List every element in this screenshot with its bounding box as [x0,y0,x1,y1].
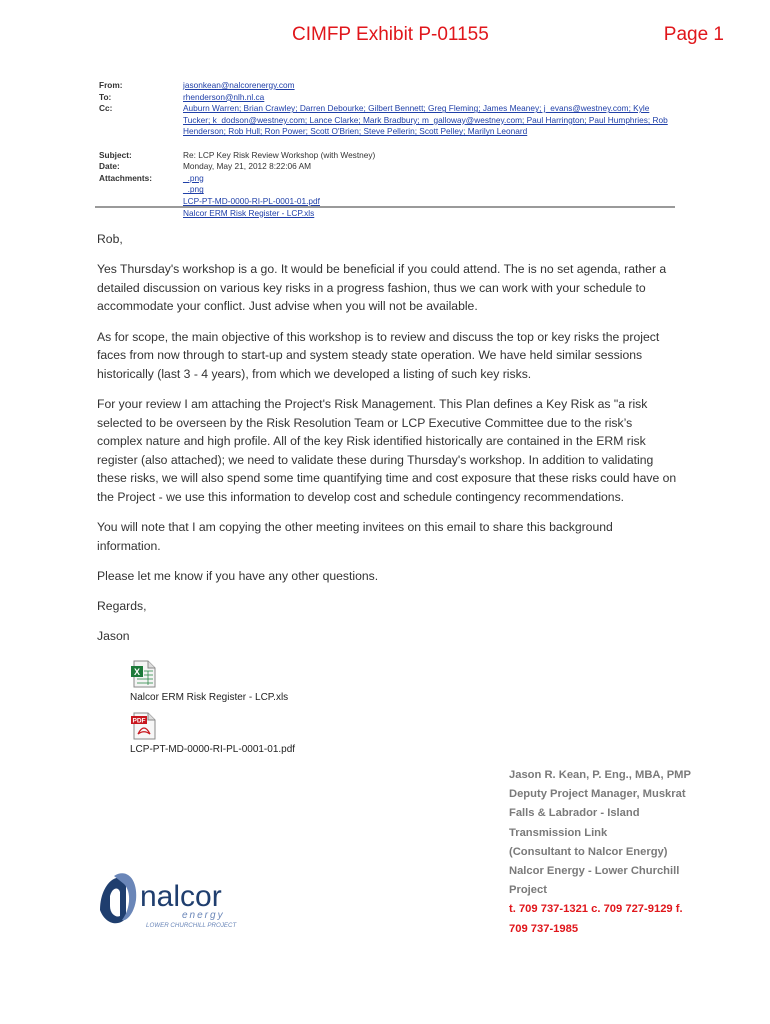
from-address[interactable]: jasonkean@nalcorenergy.com [183,80,295,90]
phone-t-label: t. [509,903,516,916]
subject-value: Re: LCP Key Risk Review Workshop (with Westney) [183,149,376,160]
body-paragraph: For your review I am attaching the Project's Risk Management. This Plan defines a Key Risk as "a risk selected to be overseen by the Risk Resolution Team or LCP Executive Committee due to the risk’s complex nature and high profile. All of the key Risk identified historically are contained in the ERM risk register (also attached); we need to validate these during Thursday's workshop. In addition to validating these risks, we will also spend some time quantifying time and cost exposure that these risks could have on the Project - we use this information to develop cost and schedule contingency recommendations. [97,396,677,504]
exhibit-title: CIMFP Exhibit P-01155 [292,24,489,45]
phone-c-label: c. [591,903,601,916]
subject-row [99,150,675,162]
from-label: From: [99,80,123,90]
to-label: To: [99,91,112,102]
attachment-xls[interactable] [130,660,288,703]
phone-t-value: 709 737-1321 [518,903,589,916]
body-paragraph: Yes Thursday's workshop is a go. It would be beneficial if you could attend. The is no set agenda, rather a detailed discussion on various key risks in a progress fashion, thus we can work with your schedule to accommodate your conflict. Just advise when you will not be available. [97,262,667,314]
attachment-link[interactable]: _.png [183,172,204,183]
cc-list[interactable]: Auburn Warren; Brian Crawley; Darren Debourke; Gilbert Bennett; Greg Fleming; James Meaney; j_evans@westney.com; Kyle Tucker; k_dodson@westney.com; Lance Clarke; Mark Bradbury; m_galloway@westney.com; Paul Harrington; Paul Humphries; Rob Henderson; Rob Hull; Ron Power; Scott O'Brien; Steve Pellerin; Scott Pelley; Marilyn Leonard [183,103,668,137]
svg-text:PDF: PDF [132,717,146,725]
page-number: Page 1 [663,24,724,45]
attachment-link[interactable]: LCP-PT-MD-0000-RI-PL-0001-01.pdf [183,195,320,206]
pdf-file-icon [130,712,158,740]
attachment-pdf[interactable] [130,712,295,755]
phone-c-value: 709 727-9129 [603,903,673,916]
greeting: Rob, [97,232,123,246]
attachment-link[interactable]: _.png [183,184,204,195]
attachment-link[interactable]: Nalcor ERM Risk Register - LCP.xls [183,207,315,218]
cc-label: Cc: [99,103,113,114]
body-paragraph: You will note that I am copying the other meeting invitees on this email to share this background information. [97,520,613,553]
logo-word: nalcor [140,880,222,913]
date-label: Date: [99,161,120,172]
attachments-row [99,173,675,219]
nalcor-swirl-icon [100,873,136,923]
signature-name: Jason R. Kean, P. Eng., MBA, PMP [509,769,691,781]
closing: Regards, [97,599,147,614]
header-divider [95,206,675,208]
signature-role: (Consultant to Nalcor Energy) [509,845,668,858]
phone-f-value: 709 737-1985 [509,922,579,935]
logo-tagline: LOWER CHURCHILL PROJECT [146,922,237,929]
nalcor-logo [96,866,256,936]
attachments-label: Attachments: [99,172,153,183]
attachment-pdf-name: LCP-PT-MD-0000-RI-PL-0001-01.pdf [130,744,296,755]
body-paragraph: Please let me know if you have any other questions. [97,568,379,583]
email-body [97,230,677,657]
date-value: Monday, May 21, 2012 8:22:06 AM [183,161,312,172]
body-paragraph: As for scope, the main objective of this workshop is to review and discuss the top or key risks the project faces from now through to start-up and system steady state operation. We have held similar sessions historically (last 3 - 4 years), from which we developed a listing of such key risks. [97,329,660,381]
email-signature [509,766,694,939]
cc-row [99,103,675,138]
date-row [99,161,675,173]
excel-file-icon [130,660,158,688]
svg-text:X: X [133,667,141,677]
signature-title: Deputy Project Manager, Muskrat Falls & Labrador - Island Transmission Link [509,788,686,839]
to-address[interactable]: rhenderson@nlh.nl.ca [183,91,265,102]
from-row [99,80,675,92]
email-header [99,80,675,219]
attachments-list [183,173,675,219]
attachment-xls-name: Nalcor ERM Risk Register - LCP.xls [130,692,289,703]
logo-sub: energy [182,910,225,921]
signature-company: Nalcor Energy - Lower Churchill Project [509,865,680,897]
signature-phones [509,900,694,938]
to-row [99,92,675,104]
phone-f-label: f. [675,903,683,916]
subject-label: Subject: [99,149,132,160]
sender-name: Jason [97,629,130,644]
